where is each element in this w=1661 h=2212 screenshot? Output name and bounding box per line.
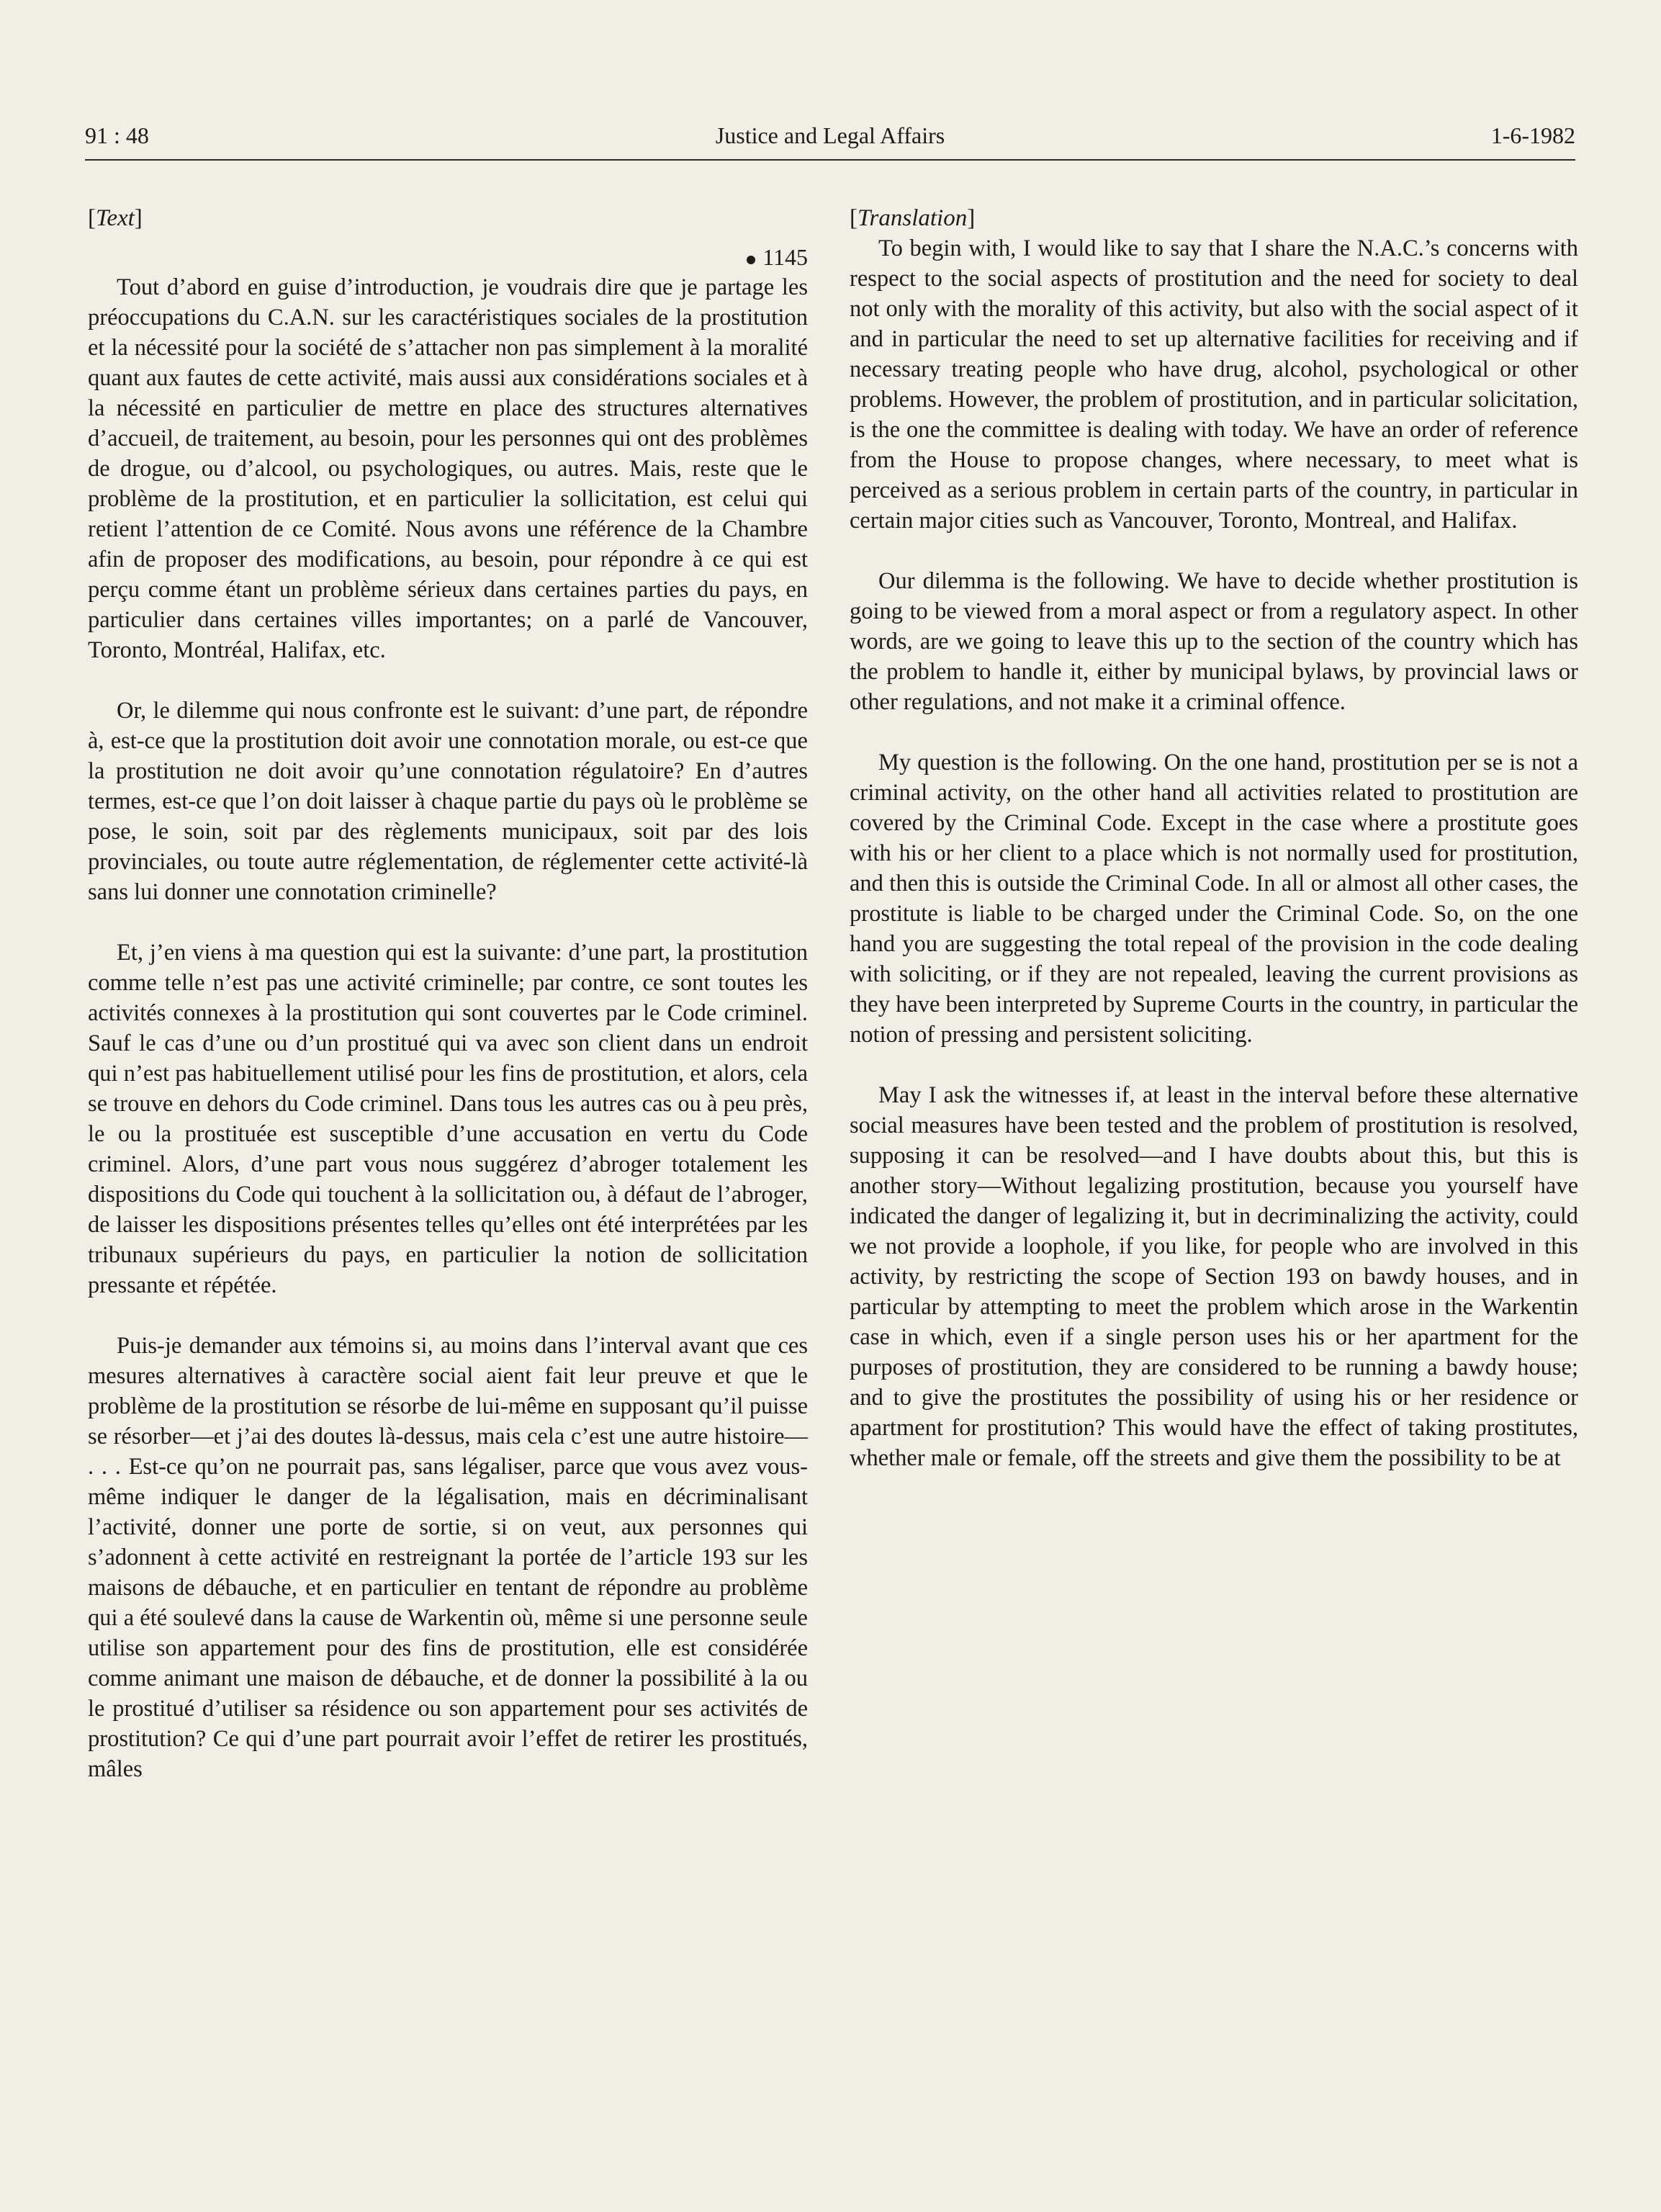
page-number: 91 : 48 bbox=[85, 122, 149, 148]
header-date: 1-6-1982 bbox=[1490, 122, 1575, 148]
translation-label: [Translation] bbox=[850, 205, 976, 231]
french-paragraph-3: Et, j’en viens à ma question qui est la suivante: d’une part, la prostitution comme telle n’est pas une activité criminelle; par contre, ce sont toutes les activités connexes à la prostitution qui sont couvertes par le Code criminel. Sauf le cas d’une ou d’un prostitué qui va avec son client dans un endroit qui n’est pas habituellement utilisé pour les fins de prostitution, et alors, cela se trouve en dehors du Code criminel. Dans tous les autres cas ou à peu près, le ou la prostituée est susceptible d’une accusation en vertu du Code criminel. Alors, d’une part vous nous suggérez d’abroger totalement les dispositions du Code qui touchent à la sollicitation ou, à défaut de l’abroger, de laisser les dispositions présentes telles qu’elles ont été interprétées par les tribunaux supérieurs du pays, en particulier la notion de sollicitation pressante et répétée. bbox=[88, 940, 808, 1298]
english-paragraph-3: My question is the following. On the one hand, prostitution per se is not a criminal activity, on the other hand all activities related to prostitution are covered by the Criminal Code. Except in the case where a prostitute goes with his or her client to a place which is not normally used for prostitution, and then this is outside the Criminal Code. In all or almost all other cases, the prostitute is liable to be charged under the Criminal Code. So, on the one hand you are suggesting the total repeal of the provision in the code dealing with soliciting, or if they are not repealed, leaving the current provisions as they have been interpreted by Supreme Courts in the country, in particular the notion of pressing and persistent soliciting. bbox=[850, 750, 1578, 1048]
english-paragraph-4: May I ask the witnesses if, at least in the interval before these alternative social measures have been tested and the problem of prostitution is resolved, supposing it can be resolved—and I have doubts about this, but this is another story—Without legalizing prostitution, because you yourself have indicated the danger of legalizing it, but in decriminalizing the activity, could we not provide a loophole, if you like, for people who are involved in this activity, by restricting the scope of Section 193 on bawdy houses, and in particular by attempting to meet the problem which arose in the Warkentin case in which, even if a single person uses his or her apartment for the purposes of prostitution, they are considered to be running a bawdy house; and to give the prostitutes the possibility of using his or her residence or apartment for prostitution? This would have the effect of taking prostitutes, whether male or female, off the streets and give them the possibility to be at bbox=[850, 1082, 1578, 1471]
time-marker: 1145 bbox=[88, 242, 808, 272]
french-paragraph-1: Tout d’abord en guise d’introduction, je voudrais dire que je partage les préoccupations du C.A.N. sur les caractéristiques sociales de la prostitution et la nécessité pour la société de s’attacher non pas simplement à la moralité quant aux fautes de cette activité, mais aussi aux considérations sociales et à la nécessité en particulier de mettre en place des structures alternatives d’accueil, de traitement, au besoin, pour les personnes qui ont des problèmes de drogue, ou d’alcool, ou psychologiques, ou autres. Mais, reste que le problème de la prostitution, et en particulier la sollicitation, est celui qui retient l’attention de ce Comité. Nous avons une référence de la Chambre afin de proposer des modifications, au besoin, pour répondre à ce qui est perçu comme étant un problème sérieux dans certaines parties du pays, en particulier dans certaines villes importantes; on a parlé de Vancouver, Toronto, Montréal, Halifax, etc. bbox=[88, 274, 808, 663]
page-header bbox=[85, 122, 1575, 160]
bullet-icon bbox=[747, 256, 755, 264]
text-label: [Text] bbox=[88, 205, 143, 231]
french-column bbox=[88, 203, 808, 1815]
running-title: Justice and Legal Affairs bbox=[715, 122, 945, 148]
english-paragraph-1: To begin with, I would like to say that I share the N.A.C.’s concerns with respect to the social aspects of prostitution and the need for society to deal not only with the morality of this activity, but also with the social aspect of it and in particular the need to set up alternative facilities for receiving and if necessary treating people who have drug, alcohol, psychological or other problems. However, the problem of prostitution, and in particular solicitation, is the one the committee is dealing with today. We have an order of reference from the House to propose changes, where necessary, to meet what is perceived as a serious problem in certain parts of the country, in particular in certain major cities such as Vancouver, Toronto, Montreal, and Halifax. bbox=[850, 235, 1578, 534]
english-column bbox=[850, 203, 1578, 1503]
french-paragraph-2: Or, le dilemme qui nous confronte est le suivant: d’une part, de répondre à, est-ce que la prostitution doit avoir une connotation morale, ou est-ce que la prostitution ne doit avoir qu’une connotation régulatoire? En d’autres termes, est-ce que l’on doit laisser à chaque partie du pays où le problème se pose, le soin, soit par des règlements municipaux, soit par des lois provinciales, ou toute autre réglementation, de réglementer cette activité-là sans lui donner une connotation criminelle? bbox=[88, 698, 808, 905]
french-paragraph-4: Puis-je demander aux témoins si, au moins dans l’interval avant que ces mesures alternatives à caractère social aient fait leur preuve et que le problème de la prostitution se résorbe de lui-même en supposant qu’il puisse se résorber—et j’ai des doutes là-dessus, mais cela c’est une autre histoire— . . . Est-ce qu’on ne pourrait pas, sans légaliser, parce que vous avez vous-même indiquer le danger de la légalisation, mais en décriminalisant l’activité, donner une porte de sortie, si on veut, aux personnes qui s’adonnent à cette activité en restreignant la portée de l’article 193 sur les maisons de débauche, et en particulier en tentant de répondre au problème qui a été soulevé dans la cause de Warkentin où, même si une personne seule utilise son appartement pour des fins de prostitution, elle est considérée comme animant une maison de débauche, et de donner la possibilité à la ou le prostitué d’utiliser sa résidence ou son appartement pour ses activités de prostitution? Ce qui d’une part pourrait avoir l’effet de retirer les prostitués, mâles bbox=[88, 1333, 808, 1782]
english-paragraph-2: Our dilemma is the following. We have to decide whether prostitution is going to be viewed from a moral aspect or from a regulatory aspect. In other words, are we going to leave this up to the section of the country which has the problem to handle it, either by municipal bylaws, by provincial laws or other regulations, and not make it a criminal offence. bbox=[850, 568, 1578, 715]
header-rule bbox=[85, 159, 1575, 161]
